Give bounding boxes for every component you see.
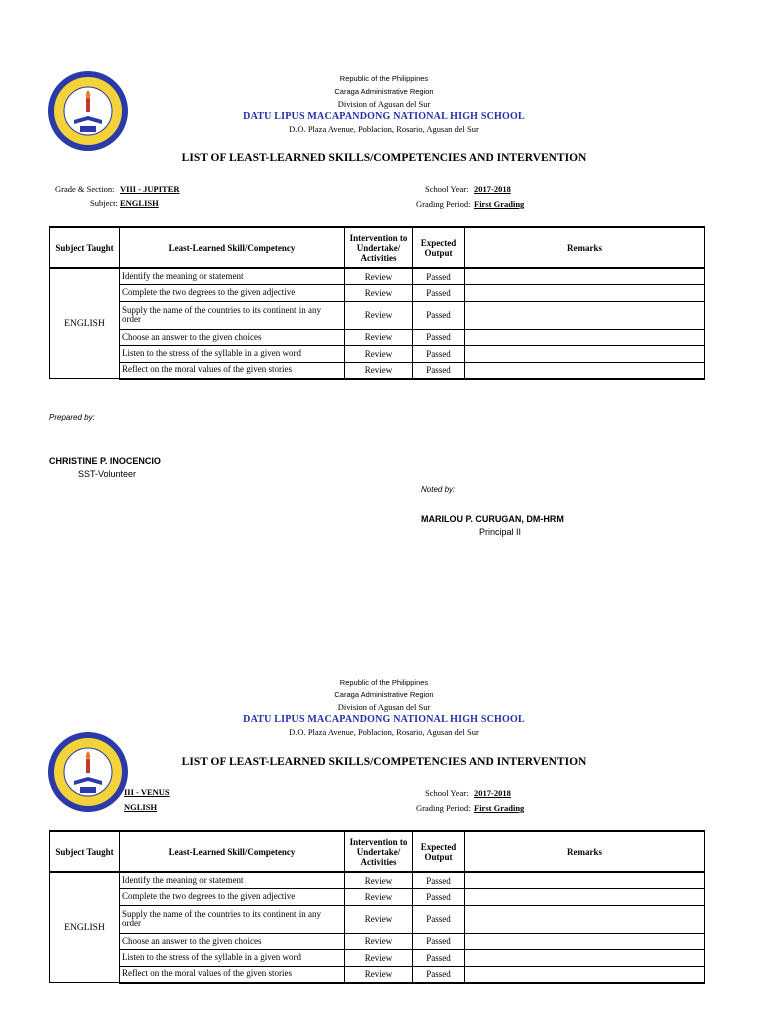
output-cell: Passed — [413, 329, 465, 346]
competency-table — [49, 226, 705, 380]
skill-cell: Supply the name of the countries to its continent in any order — [120, 905, 345, 933]
skill-cell: Identify the meaning or statement — [120, 268, 345, 285]
region-line: Caraga Administrative Region — [334, 690, 434, 699]
document-title: LIST OF LEAST-LEARNED SKILLS/COMPETENCIES AND INTERVENTION — [181, 152, 587, 164]
school-name: DATU LIPUS MACAPANDONG NATIONAL HIGH SCHOOL — [243, 111, 525, 122]
prepared-by-label: Prepared by: — [49, 413, 95, 422]
table-row — [50, 329, 705, 346]
grade-section-value: VIII - JUPITER — [120, 184, 180, 194]
remarks-cell — [465, 966, 705, 983]
header-remarks: Remarks — [465, 831, 705, 872]
table-row — [50, 285, 705, 302]
intervention-cell: Review — [345, 285, 413, 302]
remarks-cell — [465, 872, 705, 889]
school-address: D.O. Plaza Avenue, Poblacion, Rosario, Agusan del Sur — [289, 124, 479, 134]
grading-period-label: Grading Period: — [416, 803, 471, 813]
skill-cell: Listen to the stress of the syllable in a given word — [120, 950, 345, 967]
noter-name: MARILOU P. CURUGAN, DM-HRM — [421, 514, 564, 524]
output-cell: Passed — [413, 950, 465, 967]
intervention-cell: Review — [345, 362, 413, 379]
table-row — [50, 933, 705, 950]
output-cell: Passed — [413, 889, 465, 906]
grade-section-label: Grade & Section: — [55, 184, 115, 194]
skill-cell: Identify the meaning or statement — [120, 872, 345, 889]
table-row — [50, 362, 705, 379]
intervention-cell: Review — [345, 905, 413, 933]
republic-line: Republic of the Philippines — [339, 678, 429, 687]
header-remarks: Remarks — [465, 227, 705, 268]
header-output: Expected Output — [413, 831, 465, 872]
header-intervention: Intervention to Undertake/ Activities — [345, 227, 413, 268]
skill-cell: Reflect on the moral values of the given stories — [120, 966, 345, 983]
subject-value: NGLISH — [124, 802, 158, 812]
school-year-label: School Year: — [425, 788, 469, 798]
output-cell: Passed — [413, 966, 465, 983]
output-cell: Passed — [413, 285, 465, 302]
header-intervention: Intervention to Undertake/ Activities — [345, 831, 413, 872]
output-cell: Passed — [413, 933, 465, 950]
region-line: Caraga Administrative Region — [334, 87, 434, 96]
table-row — [50, 889, 705, 906]
output-cell: Passed — [413, 362, 465, 379]
noter-role: Principal II — [479, 527, 522, 537]
school-year-value: 2017-2018 — [474, 788, 511, 798]
table-header-row — [50, 831, 705, 872]
table-header-row — [50, 227, 705, 268]
division-line: Division of Agusan del Sur — [337, 702, 431, 712]
grading-period-label: Grading Period: — [416, 199, 471, 209]
intervention-cell: Review — [345, 301, 413, 329]
table-row — [50, 346, 705, 363]
school-seal-logo — [47, 731, 129, 813]
table-row — [50, 872, 705, 889]
subject-cell: ENGLISH — [50, 872, 120, 983]
intervention-cell: Review — [345, 268, 413, 285]
school-address: D.O. Plaza Avenue, Poblacion, Rosario, Agusan del Sur — [289, 727, 479, 737]
remarks-cell — [465, 933, 705, 950]
skill-cell: Complete the two degrees to the given adjective — [120, 285, 345, 302]
table-row — [50, 301, 705, 329]
remarks-cell — [465, 329, 705, 346]
table-row — [50, 268, 705, 285]
intervention-cell: Review — [345, 950, 413, 967]
subject-label: Subject: — [90, 198, 118, 208]
intervention-cell: Review — [345, 966, 413, 983]
skill-cell: Listen to the stress of the syllable in a given word — [120, 346, 345, 363]
table-row — [50, 905, 705, 933]
remarks-cell — [465, 889, 705, 906]
remarks-cell — [465, 301, 705, 329]
school-year-value: 2017-2018 — [474, 184, 511, 194]
grade-section-value: III - VENUS — [124, 787, 170, 797]
school-year-label: School Year: — [425, 184, 469, 194]
remarks-cell — [465, 285, 705, 302]
remarks-cell — [465, 346, 705, 363]
header-output: Expected Output — [413, 227, 465, 268]
document-title: LIST OF LEAST-LEARNED SKILLS/COMPETENCIES AND INTERVENTION — [181, 756, 587, 768]
division-line: Division of Agusan del Sur — [337, 99, 431, 109]
skill-cell: Choose an answer to the given choices — [120, 329, 345, 346]
competency-table — [49, 830, 705, 984]
output-cell: Passed — [413, 872, 465, 889]
header-skill: Least-Learned Skill/Competency — [120, 831, 345, 872]
table-row — [50, 950, 705, 967]
skill-cell: Complete the two degrees to the given adjective — [120, 889, 345, 906]
remarks-cell — [465, 268, 705, 285]
header-subject: Subject Taught — [50, 831, 120, 872]
output-cell: Passed — [413, 346, 465, 363]
subject-cell: ENGLISH — [50, 268, 120, 379]
preparer-name: CHRISTINE P. INOCENCIO — [49, 456, 161, 466]
output-cell: Passed — [413, 905, 465, 933]
school-name: DATU LIPUS MACAPANDONG NATIONAL HIGH SCHOOL — [243, 714, 525, 725]
intervention-cell: Review — [345, 329, 413, 346]
subject-value: ENGLISH — [120, 198, 159, 208]
skill-cell: Supply the name of the countries to its continent in any order — [120, 301, 345, 329]
remarks-cell — [465, 905, 705, 933]
intervention-cell: Review — [345, 346, 413, 363]
skill-cell: Choose an answer to the given choices — [120, 933, 345, 950]
grading-period-value: First Grading — [474, 803, 525, 813]
remarks-cell — [465, 950, 705, 967]
header-skill: Least-Learned Skill/Competency — [120, 227, 345, 268]
grading-period-value: First Grading — [474, 199, 525, 209]
table-row — [50, 966, 705, 983]
preparer-role: SST-Volunteer — [78, 469, 137, 479]
output-cell: Passed — [413, 268, 465, 285]
republic-line: Republic of the Philippines — [339, 74, 429, 83]
noted-by-label: Noted by: — [421, 485, 456, 494]
output-cell: Passed — [413, 301, 465, 329]
intervention-cell: Review — [345, 872, 413, 889]
intervention-cell: Review — [345, 933, 413, 950]
intervention-cell: Review — [345, 889, 413, 906]
remarks-cell — [465, 362, 705, 379]
skill-cell: Reflect on the moral values of the given stories — [120, 362, 345, 379]
header-subject: Subject Taught — [50, 227, 120, 268]
